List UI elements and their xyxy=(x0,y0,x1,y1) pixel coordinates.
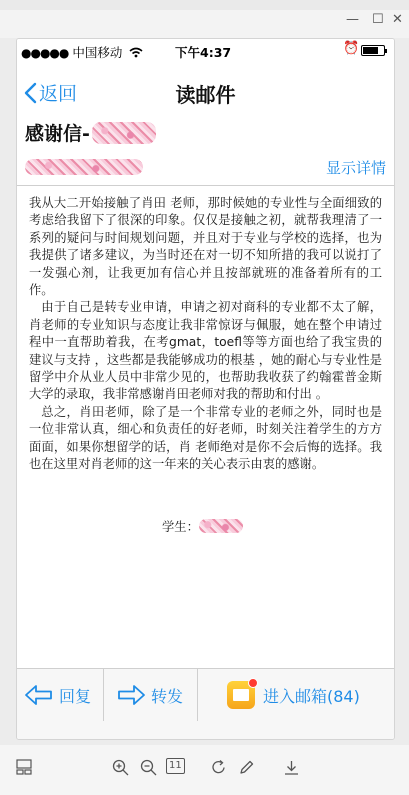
thumbnail-layout-icon[interactable] xyxy=(16,759,32,775)
navigation-bar xyxy=(17,69,394,113)
forward-button[interactable] xyxy=(115,669,197,721)
subject-prefix: 感谢信- xyxy=(25,123,90,145)
signature-label: 学生： xyxy=(162,520,199,534)
close-icon[interactable]: ✕ xyxy=(392,12,403,27)
show-details-link[interactable]: 显示详情 xyxy=(325,159,386,177)
maximize-icon[interactable]: ☐ xyxy=(372,12,384,27)
actual-size-icon[interactable]: 11 xyxy=(166,758,185,774)
wifi-icon xyxy=(129,47,143,58)
download-icon[interactable] xyxy=(283,759,300,776)
toolbar-divider xyxy=(197,669,198,721)
body-paragraph: 总之，肖田老师，除了是一个非常专业的老师之外，同时也是一位非常认真，细心和负责任的好老师，时刻关注着学生的方方面面，如果你想留学的话，肖 老师绝对是你不会后悔的选择。我也在这里对肖老师的这一年来的关心表示由衷的感谢。 xyxy=(29,404,382,472)
phone-screen xyxy=(16,38,395,740)
carrier-info xyxy=(21,43,143,61)
back-label: 返回 xyxy=(39,83,78,105)
signature xyxy=(162,517,243,535)
redacted-subject xyxy=(92,122,156,144)
viewer-toolbar xyxy=(0,745,409,795)
mail-toolbar xyxy=(17,668,394,740)
envelope-icon xyxy=(233,689,249,701)
rotate-icon[interactable] xyxy=(210,759,227,776)
body-paragraph: 我从大二开始接触了肖田 老师，那时候她的专业性与全面细致的考虑给我留下了很深的印象。仅仅是接触之初，就帮我理清了一系列的疑问与时间规划问题，并且对于专业与学校的选择，也为我提供了诸多建议，为当时还在对一切不知所措的我可以说打了一发强心剂，让我更加有信心并且按部就班的准备着所有的工作。 xyxy=(29,196,382,298)
page-title: 读邮件 xyxy=(175,83,236,107)
minimize-icon[interactable]: — xyxy=(346,12,359,27)
email-body xyxy=(29,195,382,474)
notification-badge xyxy=(248,678,258,688)
zoom-out-icon[interactable] xyxy=(140,759,157,776)
carrier-name: 中国移动 xyxy=(72,45,123,60)
redacted-sender xyxy=(25,159,143,175)
zoom-in-icon[interactable] xyxy=(112,759,129,776)
reply-label: 回复 xyxy=(59,686,92,706)
body-paragraph: 由于自己是转专业申请，申请之初对商科的专业都不太了解，肖老师的专业知识与态度让我非常惊讶与佩服，她在整个申请过程中一直帮助着我，在考gmat，toefl等等方面也给了我宝贵的建议与支持 ，这些都是我能够成功的根基 ，她的耐心与专业性是留学中介从业人员中非常少见的，也帮助我收获了约翰霍普金斯大学的录取，我非常感谢肖田老师对我的帮助和付出 。 xyxy=(29,300,382,402)
reply-button[interactable] xyxy=(23,669,103,721)
mail-app-icon xyxy=(227,681,255,709)
sender-row xyxy=(25,157,386,179)
reply-arrow-icon xyxy=(23,683,55,707)
toolbar-divider xyxy=(103,669,104,721)
edit-pencil-icon[interactable] xyxy=(238,759,255,776)
inbox-button[interactable] xyxy=(227,669,387,721)
window-titlebar xyxy=(0,0,409,38)
battery-icon xyxy=(361,45,385,56)
signal-dots: ●●●●● xyxy=(21,46,69,60)
redacted-student-name xyxy=(199,519,243,533)
header-divider xyxy=(17,185,394,186)
window-title-strip xyxy=(0,0,409,10)
inbox-label: 进入邮箱(84) xyxy=(263,686,360,706)
battery-fill xyxy=(363,47,378,54)
forward-arrow-icon xyxy=(115,683,147,707)
alarm-icon: ⏰ xyxy=(343,41,360,56)
forward-label: 转发 xyxy=(151,686,184,706)
email-subject xyxy=(25,119,156,146)
status-time: 下午4:37 xyxy=(175,45,232,60)
status-bar xyxy=(17,39,394,61)
